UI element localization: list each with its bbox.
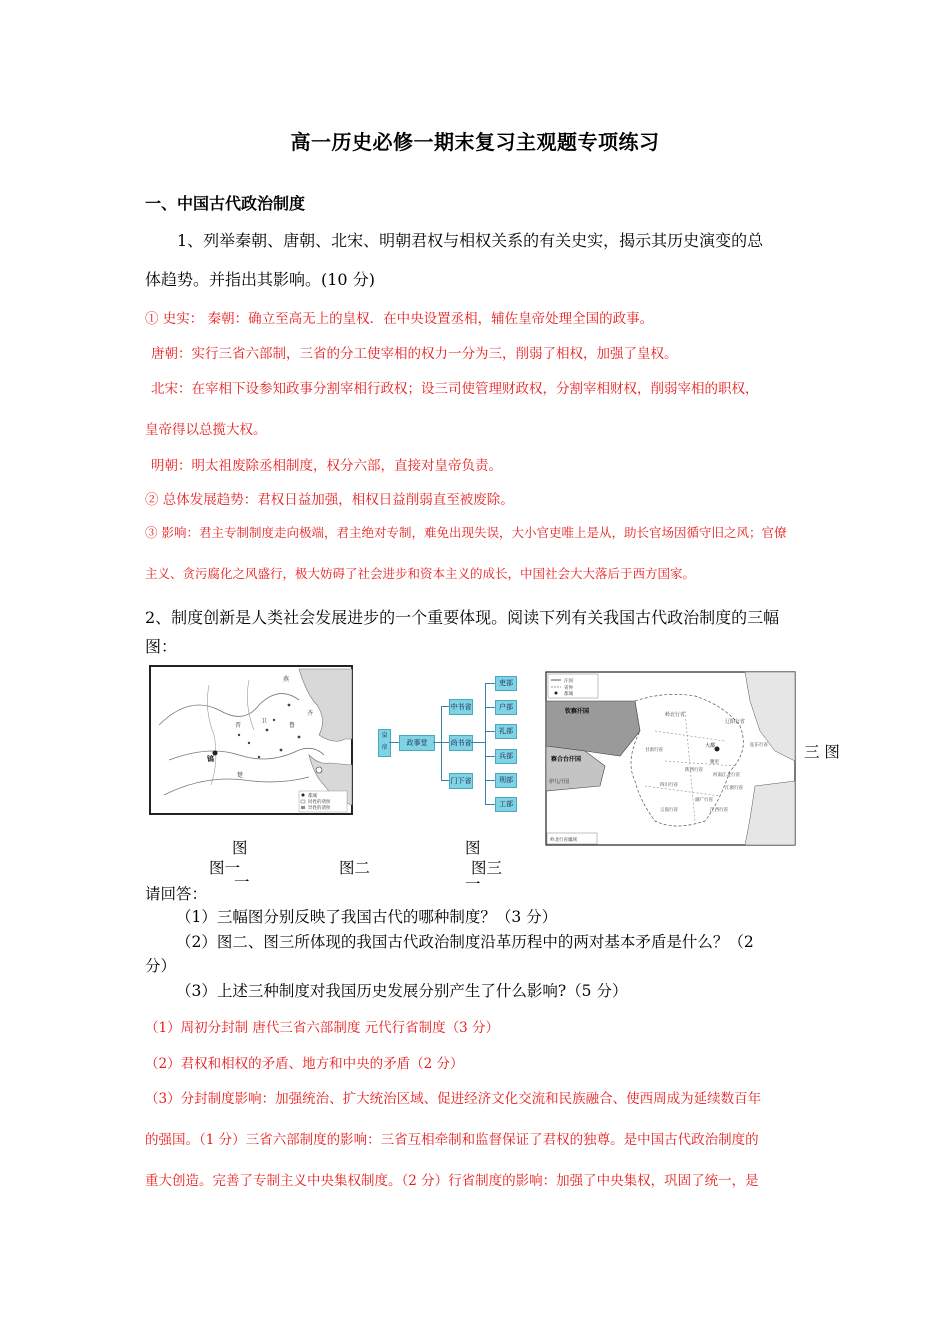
figure-3-side-label: 三 图 (804, 743, 840, 761)
tree-leaf-box: 工部 (495, 797, 517, 812)
question-2-line-2: 图： (145, 637, 178, 656)
answer-1-line: 主义、贪污腐化之风盛行，极大妨碍了社会进步和资本主义的成长，中国社会大大落后于西方国家。 (145, 566, 696, 581)
map3-legend-label: 汗国 (564, 679, 573, 684)
tree-connector (485, 804, 495, 805)
map3-label: 河南江北行省 (713, 773, 740, 778)
map3-label: 察合台汗国 (551, 756, 582, 763)
tree-connector (389, 742, 399, 743)
figure-1-name: 图一 (209, 859, 241, 877)
map3-label: 云南行省 (660, 808, 678, 813)
map3-label: 辽阳行省 (725, 719, 746, 725)
tree-leaf-box: 户部 (495, 700, 517, 715)
tree-leaf-box: 兵部 (495, 749, 517, 764)
figure-1-label-bottom: 一 (234, 873, 250, 891)
map3-label: 湖广行省 (695, 798, 713, 803)
tree-middle-box: 政事堂 (399, 735, 435, 751)
map1-legend-label: 都城 (308, 794, 317, 799)
figure-3-name: 图三 (471, 859, 503, 877)
map3-caption: 岭北行省疆域 (550, 838, 577, 843)
map3-legend-label: 省界 (564, 686, 573, 691)
sub-question-3: （3）上述三种制度对我国历史发展分别产生了什么影响?（5 分） (176, 982, 628, 1000)
map1-place-label: 镐 (207, 754, 214, 763)
figure-1-map (149, 665, 353, 815)
tree-branch-box: 门下省 (449, 773, 473, 789)
sub-question-1: （1）三幅图分别反映了我国古代的哪种制度？（3 分） (176, 908, 558, 926)
answer-2-line: （2）君权和相权的矛盾、地方和中央的矛盾（2 分） (145, 1056, 464, 1072)
figure-2-tree (378, 674, 518, 810)
tree-connector (485, 707, 495, 708)
answer-prompt: 请回答： (145, 885, 208, 903)
tree-connector (441, 780, 449, 781)
map3-label: 钦察汗国 (565, 708, 590, 715)
tree-connector (441, 706, 442, 780)
answer-1-line: ② 总体发展趋势：君权日益加强，相权日益削弱直至被废除。 (145, 492, 514, 508)
map3-legend-label: 都城 (564, 692, 573, 697)
figure-1-label-top: 图 (232, 839, 248, 857)
question-1-line-2: 体趋势。并指出其影响。(10 分) (145, 270, 375, 289)
tree-root-box: 皇帝 (378, 729, 391, 757)
tree-connector (485, 683, 486, 804)
tree-connector (485, 683, 495, 684)
page-title: 高一历史必修一期末复习主观题专项练习 (290, 130, 660, 154)
yuan-map-svg (545, 671, 796, 846)
map1-place-label: 齐 (307, 710, 314, 717)
map3-label: 征东行省 (750, 743, 768, 748)
answer-2-line: 的强国。（1 分）三省六部制度的影响：三省互相牵制和监督保证了君权的独尊。是中国古代政治制度的 (145, 1132, 759, 1148)
section-heading: 一、中国古代政治制度 (145, 194, 306, 213)
figure-3-map (545, 671, 796, 846)
tree-connector (471, 742, 485, 743)
tree-connector (441, 742, 449, 743)
map3-label: 伊儿汗国 (549, 779, 570, 785)
tree-branch-box: 中书省 (449, 699, 473, 715)
answer-1-line: 北宋：在宰相下设参知政事分割宰相行政权；设三司使管理财政权，分割宰相财权，削弱宰相的职权， (151, 381, 759, 397)
zhou-map-svg (149, 665, 353, 815)
map1-legend-label: 同姓的诸侯 (308, 800, 331, 805)
map3-label: 大都 (705, 743, 716, 749)
tree-connector (485, 780, 495, 781)
map1-place-label: 鲁 (289, 722, 296, 729)
map1-legend-label: 异姓的诸侯 (308, 806, 331, 811)
map3-label: 陕西行省 (685, 768, 703, 773)
map3-label: 腹里 (710, 760, 719, 765)
tree-branch-box: 尚书省 (449, 735, 473, 751)
answer-1-line: 皇帝得以总揽大权。 (145, 422, 267, 438)
figure-3-label-top: 图 (465, 839, 481, 857)
answer-1-line: ③ 影响：君主专制制度走向极端，君主绝对专制，难免出现失误，大小官吏唯上是从，助长官场因循守旧之风；官僚 (145, 525, 787, 540)
answer-2-line: （3）分封制度影响：加强统治、扩大统治区域、促进经济文化交流和民族融合、使西周成为延续数百年 (145, 1091, 762, 1107)
answer-1-line: 唐朝：实行三省六部制，三省的分工使宰相的权力一分为三，削弱了相权，加强了皇权。 (151, 346, 678, 362)
tree-leaf-box: 刑部 (495, 773, 517, 788)
map1-place-label: 燕 (283, 676, 290, 683)
tree-connector (485, 731, 495, 732)
tree-connector (441, 706, 449, 707)
sub-question-2: （2）图二、图三所体现的我国古代政治制度沿革历程中的两对基本矛盾是什么？（2 (176, 933, 754, 951)
map3-label: 江西行省 (710, 808, 728, 813)
question-1-line-1: 1、列举秦朝、唐朝、北宋、明朝君权与相权关系的有关史实，揭示其历史演变的总 (177, 231, 764, 250)
tree-connector (485, 756, 495, 757)
map1-place-label: 卫 (261, 718, 268, 725)
map3-label: 四川行省 (660, 783, 678, 788)
map3-label: 岭北行省 (665, 712, 686, 718)
map1-place-label: 晋 (235, 722, 242, 729)
tree-leaf-box: 吏部 (495, 676, 517, 691)
answer-2-line: 重大创造。完善了专制主义中央集权制度。（2 分）行省制度的影响：加强了中央集权，巩固了统一，是 (145, 1173, 759, 1189)
tree-leaf-box: 礼部 (495, 724, 517, 739)
map1-place-label: 楚 (237, 772, 244, 779)
map3-label: 江浙行省 (725, 786, 743, 791)
figure-2-name: 图二 (339, 859, 371, 877)
question-2-line-1: 2、制度创新是人类社会发展进步的一个重要体现。阅读下列有关我国古代政治制度的三幅 (145, 608, 780, 627)
tree-connector (433, 742, 441, 743)
sub-question-2-continued: 分） (145, 957, 177, 975)
figure-3-label-bottom: 一 (465, 875, 481, 893)
map3-label: 甘肃行省 (645, 748, 663, 753)
answer-1-line: 明朝：明太祖废除丞相制度，权分六部，直接对皇帝负责。 (151, 458, 502, 474)
answer-2-line: （1）周初分封制 唐代三省六部制度 元代行省制度（3 分） (145, 1020, 500, 1036)
answer-1-line: ① 史实： 秦朝：确立至高无上的皇权．在中央设置丞相，辅佐皇帝处理全国的政事。 (145, 311, 654, 327)
